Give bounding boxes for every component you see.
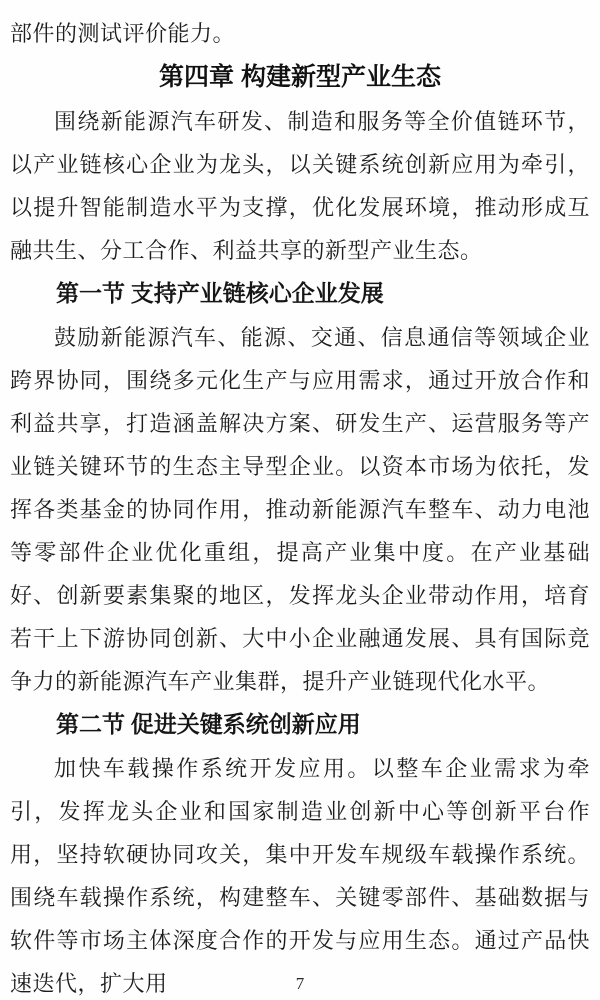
paragraph-3: 加快车载操作系统开发应用。以整车企业需求为牵引，发挥龙头企业和国家制造业创新中心等创新平台作用，坚持软硬协同攻关，集中开发车规级车载操作系统。围绕车载操作系统，构建整车、关键零部件、基础数据与软件等市场主体深度合作的开发与应用生态。通过产品快速迭代，扩大用 [10,756,590,996]
paragraph-1: 围绕新能源汽车研发、制造和服务等全价值链环节，以产业链核心企业为龙头，以关键系统创新应用为牵引，以提升智能制造水平为支撑，优化发展环境，推动形成互融共生、分工合作、利益共享的新型产业生态。 [10,109,590,263]
paragraph-continuation: 部件的测试评价能力。 [10,21,236,46]
chapter-heading: 第四章 构建新型产业生态 [159,63,441,91]
section-heading-1: 第一节 支持产业链核心企业发展 [56,281,384,306]
paragraph-2: 鼓励新能源汽车、能源、交通、信息通信等领域企业跨界协同，围绕多元化生产与应用需求，通过开放合作和利益共享，打造涵盖解决方案、研发生产、运营服务等产业链关键环节的生态主导型企业。以资本市场为依托，发挥各类基金的协同作用，推动新能源汽车整车、动力电池等零部件企业优化重组，提高产业集中度。在产业基础好、创新要素集聚的地区，发挥龙头企业带动作用，培育若干上下游协同创新、大中小企业融通发展、具有国际竞争力的新能源汽车产业集群，提升产业链现代化水平。 [10,325,590,694]
page-number: 7 [295,974,305,993]
section-heading-2: 第二节 促进关键系统创新应用 [56,712,361,737]
